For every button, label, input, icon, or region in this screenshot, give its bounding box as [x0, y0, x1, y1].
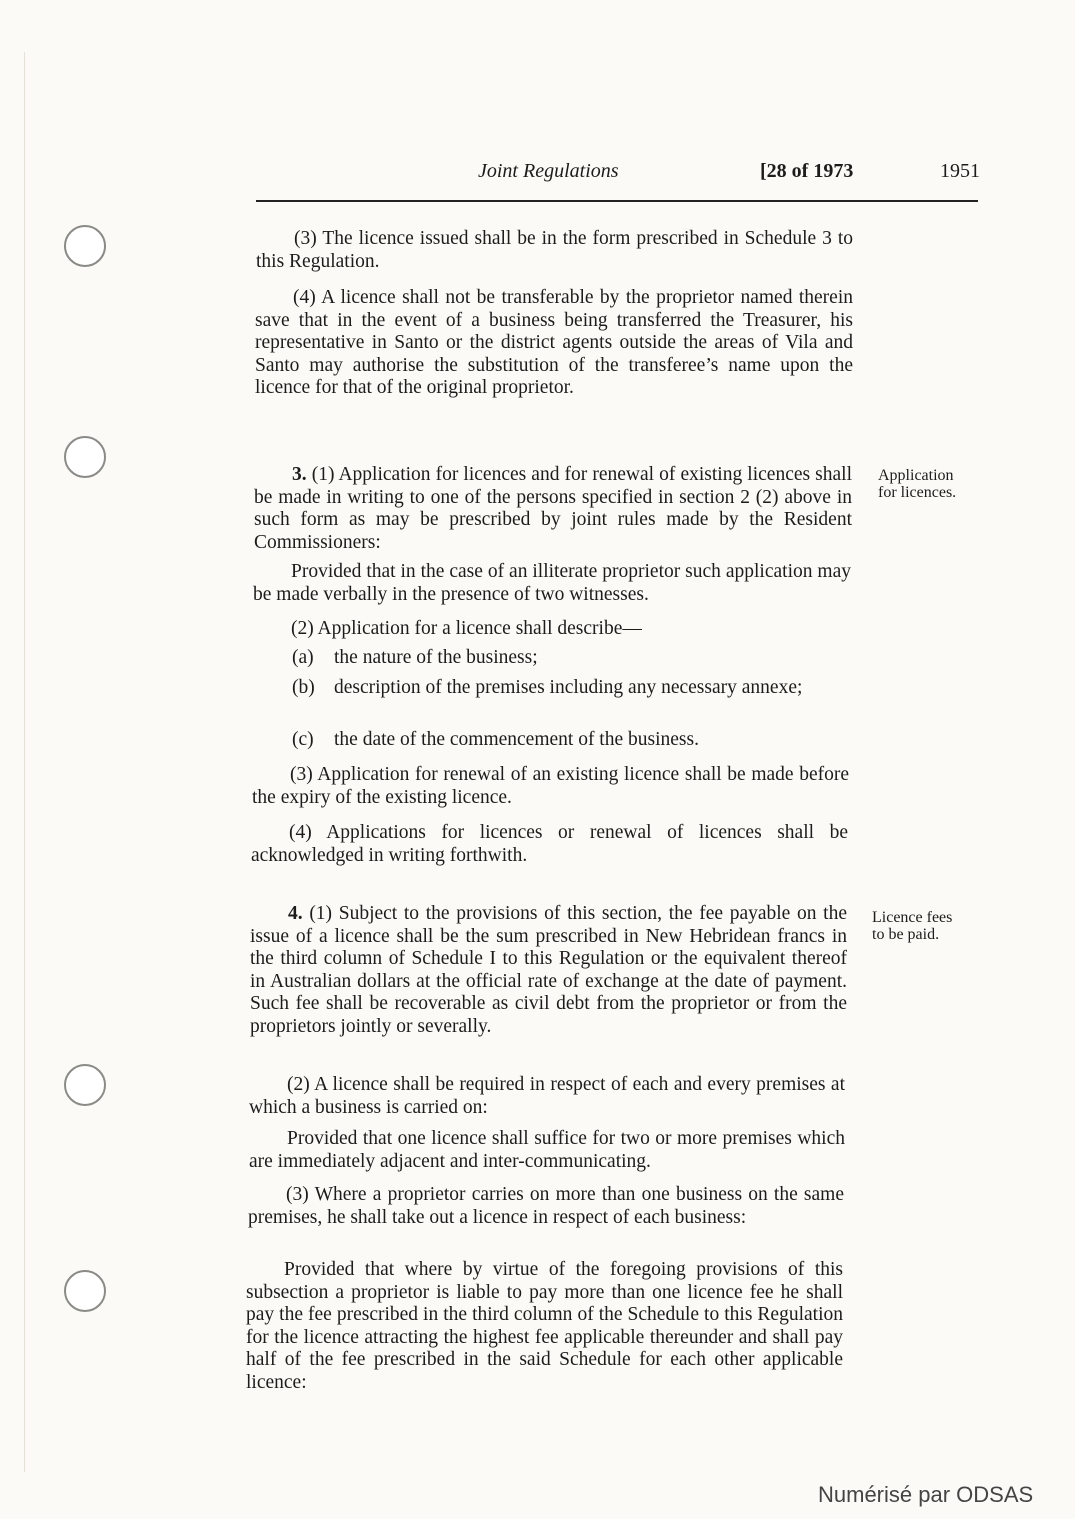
binder-hole-1 — [64, 225, 106, 267]
binder-hole-3 — [64, 1064, 106, 1106]
item-c-label: (c) — [292, 729, 314, 750]
section-3-1-text: (1) Application for licences and for renewal of existing licences shall be made in writing to one of the persons specified in section 2 (2) above in such form as may be prescribed by joint rules made by the Resident Commissioners: — [254, 464, 852, 553]
binder-hole-2 — [64, 436, 106, 478]
section-3-subsection-3: (3) Application for renewal of an existing licence shall be made before the expiry of the existing licence. — [252, 764, 849, 808]
section-4-2-proviso: Provided that one licence shall suffice for two or more premises which are immediately adjacent and inter-communicating. — [249, 1128, 845, 1172]
section-3-subsection-2: (2) Application for a licence shall describe— — [291, 618, 642, 639]
section-4-1-text: (1) Subject to the provisions of this section, the fee payable on the issue of a licence shall be the sum prescribed in New Hebridean francs in the third column of Schedule I to this Regulation or the equivalent thereof in Australian dollars at the official rate of exchange at the date of payment. Such fee shall be recoverable as civil debt from the proprietor or from the proprietors jointly or severally. — [250, 903, 848, 1037]
section-4-subsection-3: (3) Where a proprietor carries on more than one business on the same premises, he shall take out a licence in respect of each business: — [248, 1184, 844, 1228]
regulation-reference: [28 of 1973 — [760, 160, 854, 182]
section-3-subsection-4: (4) Applications for licences or renewal of licences shall be acknowledged in writing forthwith. — [251, 822, 848, 866]
margin-note-licence-fees — [872, 909, 952, 943]
page-edge — [24, 52, 25, 1472]
section-4-subsection-1 — [250, 903, 847, 1039]
margin-note-application-line-1: Application — [878, 467, 954, 484]
item-b-label: (b) — [292, 677, 315, 698]
section-3-2-item-b — [292, 677, 849, 700]
page-number: 1951 — [940, 160, 980, 182]
section-3-2-item-a — [292, 647, 849, 670]
margin-note-application-line-2: for licences. — [878, 484, 957, 501]
running-title: Joint Regulations — [478, 160, 619, 182]
item-a-text: the nature of the business; — [334, 647, 538, 668]
section-3-subsection-1 — [254, 464, 852, 554]
section-3-number: 3. — [292, 464, 307, 485]
digitization-watermark: Numérisé par ODSAS — [818, 1482, 1034, 1507]
section-3-proviso: Provided that in the case of an illiterate proprietor such application may be made verbally in the presence of two witnesses. — [253, 561, 851, 605]
paragraph-2-3: (3) The licence issued shall be in the form prescribed in Schedule 3 to this Regulation. — [256, 228, 853, 272]
item-a-label: (a) — [292, 647, 314, 668]
margin-note-licence-fees-line-1: Licence fees — [872, 909, 953, 926]
item-b-text: description of the premises including any necessary annexe; — [334, 677, 803, 698]
header-rule — [256, 200, 978, 202]
binder-hole-4 — [64, 1270, 106, 1312]
item-c-text: the date of the commencement of the business. — [334, 729, 699, 750]
margin-note-application — [878, 467, 956, 501]
section-4-subsection-2: (2) A licence shall be required in respect of each and every premises at which a business is carried on: — [249, 1074, 845, 1118]
margin-note-licence-fees-line-2: to be paid. — [872, 926, 940, 943]
section-4-number: 4. — [288, 903, 303, 924]
section-3-2-item-c — [292, 729, 849, 752]
section-4-3-proviso: Provided that where by virtue of the foregoing provisions of this subsection a proprietor is liable to pay more than one licence fee he shall pay the fee prescribed in the third column of the Schedule to this Regulation for the licence attracting the highest fee applicable thereunder and shall pay half of the fee prescribed in the said Schedule for each other applicable licence: — [246, 1259, 843, 1393]
paragraph-2-4: (4) A licence shall not be transferable by the proprietor named therein save that in the event of a business being transferred the Treasurer, his representative in Santo or the district agents outside the areas of Vila and Santo may authorise the substitution of the transferee’s name upon the licence for that of the original proprietor. — [255, 287, 853, 399]
